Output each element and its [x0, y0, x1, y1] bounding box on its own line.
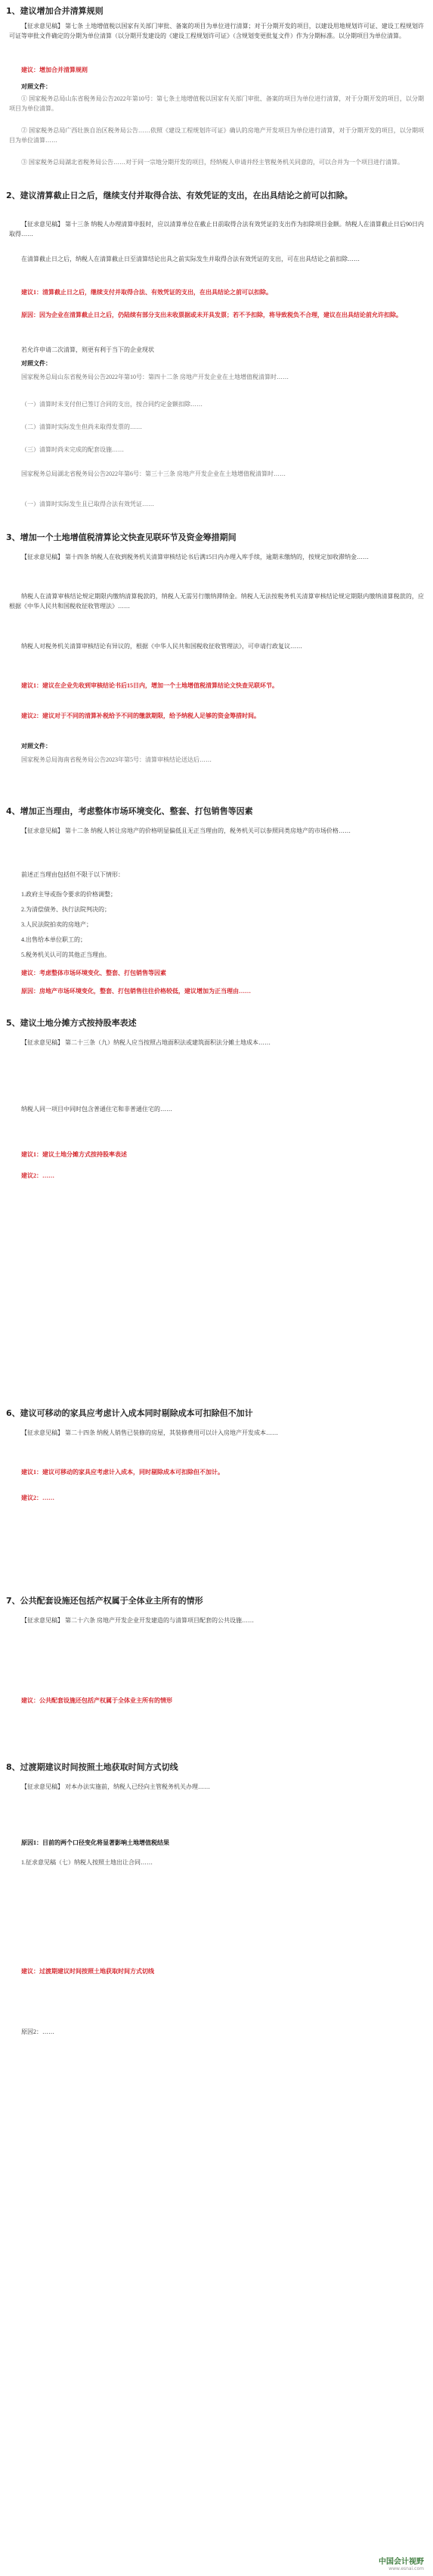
- suggestion: 建议1：建议可移动的家具应考虑计入成本，同时剔除成本可扣除但不加计。: [21, 1469, 224, 1476]
- reference-text: 国家税务总局湖北省税务局公告2022年第6号：第三十三条 房地产开发企业在土地增值税清算时……: [21, 470, 286, 477]
- paragraph: 【征求意见稿】 第七条 土地增值税以国家有关部门审批、备案的项目为单位进行清算；对于分期开发的项目，以建设用地规划许可证、建设工程规划许可证等审批文件确定的分期为单位清算（以分期开发建设的《建设工程规划许可证》（含规划变更批复文件）作为分期标准。以分期项目为单位清算。: [9, 23, 424, 39]
- paragraph: 1.征求意见稿（七）纳税人按照土地出让合同……: [21, 1859, 153, 1866]
- paragraph: 【征求意见稿】 第十四条 纳税人在收到税务机关清算审核结论书后满15日内办理入库手续，逾期未缴纳的，按规定加收滞纳金……: [21, 554, 369, 560]
- paragraph: 【征求意见稿】 第十二条 纳税人转让房地产的价格明显偏低且无正当理由的，税务机关可以参照同类房地产的市场价格……: [21, 827, 351, 834]
- reference-text: 国家税务总局海南省税务局公告2023年第5号：清算审核结论送达后……: [21, 756, 212, 763]
- section-title: 5、建议土地分摊方式按持股率表述: [6, 1018, 137, 1028]
- paragraph: 在清算截止日之后，纳税人在清算截止日至清算结论出具之前实际发生并取得合法有效凭证的支出，可在出具结论之前扣除……: [21, 256, 360, 262]
- list-item: 3.人民法院拍卖的房地产；: [21, 921, 92, 928]
- reference-text: ② 国家税务总局广西壮族自治区税务局公告……依照《建设工程规划许可证》确认的房地产开发项目为单位进行清算，对于分期开发的项目，以分期项目为单位清算……: [9, 127, 424, 144]
- reference-text: ③ 国家税务总局湖北省税务局公告……对于同一宗地分期开发的项目，经纳税人申请并经主管税务机关同意的，可以合并为一个项目进行清算。: [21, 159, 404, 166]
- suggestion: 建议：过渡期建议时间按照土地获取时间方式切线: [21, 1968, 154, 1975]
- suggestion: 建议：增加合并清算规则: [21, 67, 88, 73]
- suggestion: 建议2：……: [21, 1172, 54, 1179]
- reference-text: 国家税务总局山东省税务局公告2022年第10号：第四十二条 房地产开发企业在土地增值税清算时……: [21, 374, 289, 380]
- reason: 原因：因为企业在清算截止日之后，仍陆续有部分支出未收票据或未开具发票；若不予扣除，将导致税负不合理，建议在出具结论前允许扣除。: [21, 312, 402, 318]
- suggestion: 建议：考虑整体市场环境变化、整套、打包销售等因素: [21, 970, 166, 976]
- reference-heading: 对照文件：: [21, 83, 51, 90]
- paragraph: 纳税人同一项目中同时包含普通住宅和非普通住宅的……: [21, 1106, 172, 1113]
- paragraph: 【征求意见稿】 第二十三条（九）纳税人应当按照占地面积法或建筑面积法分摊土地成本……: [21, 1039, 271, 1046]
- section-title: 8、过渡期建议时间按照土地获取时间方式切线: [6, 1762, 178, 1772]
- paragraph: 【征求意见稿】 第二十四条 纳税人销售已装修的房屋，其装修费用可以计入房地产开发成本……: [21, 1429, 278, 1436]
- reference-heading: 对照文件：: [21, 360, 51, 367]
- reference-text: ① 国家税务总局山东省税务局公告2022年第10号：第七条土地增值税以国家有关部门审批、备案的项目为单位进行清算，对于分期开发的项目，以分期项目为单位清算。: [9, 95, 424, 112]
- reference-text: （一）清算时未支付但已签订合同的支出，按合同约定金额扣除……: [21, 401, 203, 408]
- suggestion: 建议1：清算截止日之后，继续支付并取得合法、有效凭证的支出，在出具结论之前可以扣除。: [21, 289, 272, 296]
- paragraph: 【征求意见稿】 第十三条 纳税人办理清算申报时，应以清算单位在截止日前取得合法有效凭证的支出作为扣除项目金额。纳税人在清算截止日后90日内取得……: [9, 221, 424, 237]
- site-logo: [379, 2555, 424, 2571]
- list-item: 5.税务机关认可的其他正当理由。: [21, 951, 110, 958]
- paragraph: 原因2：……: [21, 2028, 54, 2035]
- paragraph: 原因1：目前的两个口径变化将显著影响土地增值税结果: [21, 1839, 169, 1846]
- suggestion: 建议2：建议对于不同的清算补税给予不同的缴款期限，给予纳税人足够的资金筹措时间。: [21, 712, 260, 719]
- suggestion: 建议：公共配套设施还包括产权属于全体业主所有的情形: [21, 1697, 172, 1704]
- logo-url: www.esnai.com: [388, 2566, 424, 2571]
- section-title: 6、建议可移动的家具应考虑计入成本同时剔除成本可扣除但不加计: [6, 1408, 253, 1418]
- section-title: 1、建议增加合并清算规则: [6, 6, 104, 16]
- logo-text: 中国会计视野: [379, 2558, 424, 2566]
- list-item: 1.政府主导或指令要求的价格调整；: [21, 891, 116, 898]
- suggestion: 建议2：……: [21, 1494, 54, 1501]
- list-item: 2.为清偿债务、执行法院判决的；: [21, 906, 110, 913]
- suggestion: 建议1：建议土地分摊方式按持股率表述: [21, 1151, 127, 1158]
- paragraph: 前述正当理由包括但不限于以下情形：: [21, 871, 124, 878]
- reference-text: （三）清算时尚未完成的配套设施……: [21, 446, 124, 453]
- reason: 原因：房地产市场环境变化，整套、打包销售往往价格较低，建议增加为正当理由……: [21, 988, 251, 995]
- suggestion: 建议1：建议在企业先收到审核结论书后15日内，增加一个土地增值税清算结论文快查见联环节。: [21, 682, 278, 689]
- list-item: 4.出售给本单位职工的；: [21, 936, 86, 943]
- paragraph: 【征求意见稿】 第二十六条 房地产开发企业开发建造的与清算项目配套的公共设施……: [21, 1617, 254, 1624]
- section-title: 7、公共配套设施还包括产权属于全体业主所有的情形: [6, 1596, 203, 1606]
- paragraph: 纳税人在清算审核结论规定期限内缴纳清算税款的，纳税人无需另行缴纳滞纳金。纳税人无法按税务机关清算审核结论规定期限内缴纳清算税款的，应根据《中华人民共和国税收征收管理法》……: [9, 593, 424, 610]
- paragraph: 若允许申请二次清算，则更有利于当下的企业现状: [21, 346, 154, 353]
- paragraph: 纳税人对税务机关清算审核结论有异议的，根据《中华人民共和国税收征收管理法》，可申请行政复议……: [21, 643, 302, 650]
- section-title: 3、增加一个土地增值税清算论文快查见联环节及资金筹措期间: [6, 532, 237, 542]
- paragraph: 【征求意见稿】 对本办法实施前，纳税人已经向主管税务机关办理……: [21, 1783, 210, 1790]
- reference-text: （一）清算时实际发生且已取得合法有效凭证……: [21, 501, 154, 507]
- reference-text: （二）清算时实际发生但尚未取得发票的……: [21, 424, 142, 430]
- section-title: 2、建议清算截止日之后，继续支付并取得合法、有效凭证的支出，在出具结论之前可以扣除。: [6, 191, 353, 200]
- reference-heading: 对照文件：: [21, 743, 51, 750]
- section-title: 4、增加正当理由，考虑整体市场环境变化、整套、打包销售等因素: [6, 806, 253, 816]
